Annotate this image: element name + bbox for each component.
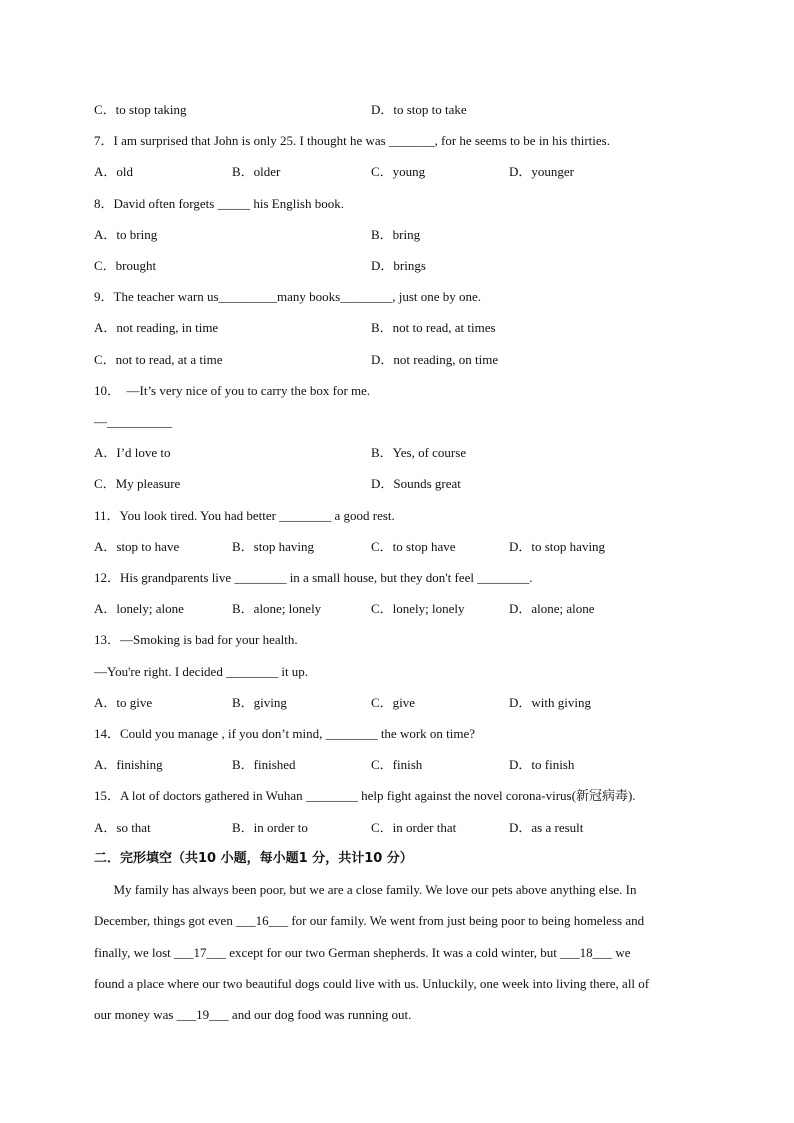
q11-option-c: C．to stop have: [371, 539, 456, 554]
q10-option-d: D．Sounds great: [371, 476, 461, 491]
q13-option-b: B．giving: [232, 695, 287, 710]
q11-option-a: A．stop to have: [94, 539, 180, 554]
q15-option-b: B．in order to: [232, 820, 308, 835]
q13-option-c: C．give: [371, 695, 416, 710]
q12-option-a: A．lonely; alone: [94, 601, 184, 616]
q7-option-b: B．older: [232, 164, 281, 179]
q9-option-d: D．not reading, on time: [371, 352, 499, 367]
q9-option-b: B．not to read, at times: [371, 320, 496, 335]
q14-option-b: B．finished: [232, 757, 296, 772]
q7-option-a: A．old: [94, 164, 134, 179]
q8-option-d: D．brings: [371, 258, 426, 273]
q10-stem: 10． —It’s very nice of you to carry the box for me.: [94, 383, 371, 398]
q13-reply: —You're right. I decided ________ it up.: [94, 664, 309, 679]
q11-stem: 11．You look tired. You had better ________ a good rest.: [94, 508, 395, 523]
q7-stem: 7．I am surprised that John is only 25. I thought he was _______, for he seems to be in his thirties.: [94, 133, 610, 148]
passage-line: finally, we lost ___17___ except for our two German shepherds. It was a cold winter, but ___18___ we: [94, 945, 631, 960]
passage-line: found a place where our two beautiful dogs could live with us. Unluckily, one week into living there, all of: [94, 976, 650, 991]
q14-option-d: D．to finish: [509, 757, 575, 772]
q15-stem: 15．A lot of doctors gathered in Wuhan ________ help fight against the novel corona-virus(新冠病毒).: [94, 788, 636, 803]
q7-option-d: D．younger: [509, 164, 574, 179]
passage-line: My family has always been poor, but we are a close family. We love our pets above anything else. In: [94, 882, 637, 897]
q13-option-d: D．with giving: [509, 695, 591, 710]
q12-option-c: C．lonely; lonely: [371, 601, 465, 616]
q10-option-b: B．Yes, of course: [371, 445, 467, 460]
q15-option-d: D．as a result: [509, 820, 584, 835]
q12-stem: 12．His grandparents live ________ in a small house, but they don't feel ________.: [94, 570, 533, 585]
q12-option-b: B．alone; lonely: [232, 601, 322, 616]
q6-option-c: C．to stop taking: [94, 102, 187, 117]
q14-option-a: A．finishing: [94, 757, 163, 772]
q12-option-d: D．alone; alone: [509, 601, 595, 616]
q8-option-a: A．to bring: [94, 227, 158, 242]
q8-option-c: C．brought: [94, 258, 157, 273]
q8-stem: 8．David often forgets _____ his English book.: [94, 196, 344, 211]
q11-option-d: D．to stop having: [509, 539, 606, 554]
q10-option-c: C．My pleasure: [94, 476, 181, 491]
q9-stem: 9．The teacher warn us_________many books________, just one by one.: [94, 289, 482, 304]
section-heading: 二．完形填空（共10 小题，每小题1 分，共计10 分）: [94, 851, 413, 866]
q6-option-d: D．to stop to take: [371, 102, 467, 117]
q7-option-c: C．young: [371, 164, 426, 179]
passage-line: December, things got even ___16___ for our family. We went from just being poor to being homeless and: [94, 913, 645, 928]
q13-stem: 13．—Smoking is bad for your health.: [94, 632, 298, 647]
q9-option-a: A．not reading, in time: [94, 320, 219, 335]
q15-option-a: A．so that: [94, 820, 151, 835]
q10-reply: —__________: [94, 414, 172, 429]
q15-option-c: C．in order that: [371, 820, 457, 835]
q13-option-a: A．to give: [94, 695, 153, 710]
q14-option-c: C．finish: [371, 757, 423, 772]
q14-stem: 14．Could you manage , if you don’t mind, ________ the work on time?: [94, 726, 476, 741]
q8-option-b: B．bring: [371, 227, 421, 242]
q10-option-a: A．I’d love to: [94, 445, 171, 460]
q9-option-c: C．not to read, at a time: [94, 352, 223, 367]
q11-option-b: B．stop having: [232, 539, 314, 554]
passage-line: our money was ___19___ and our dog food was running out.: [94, 1007, 412, 1022]
